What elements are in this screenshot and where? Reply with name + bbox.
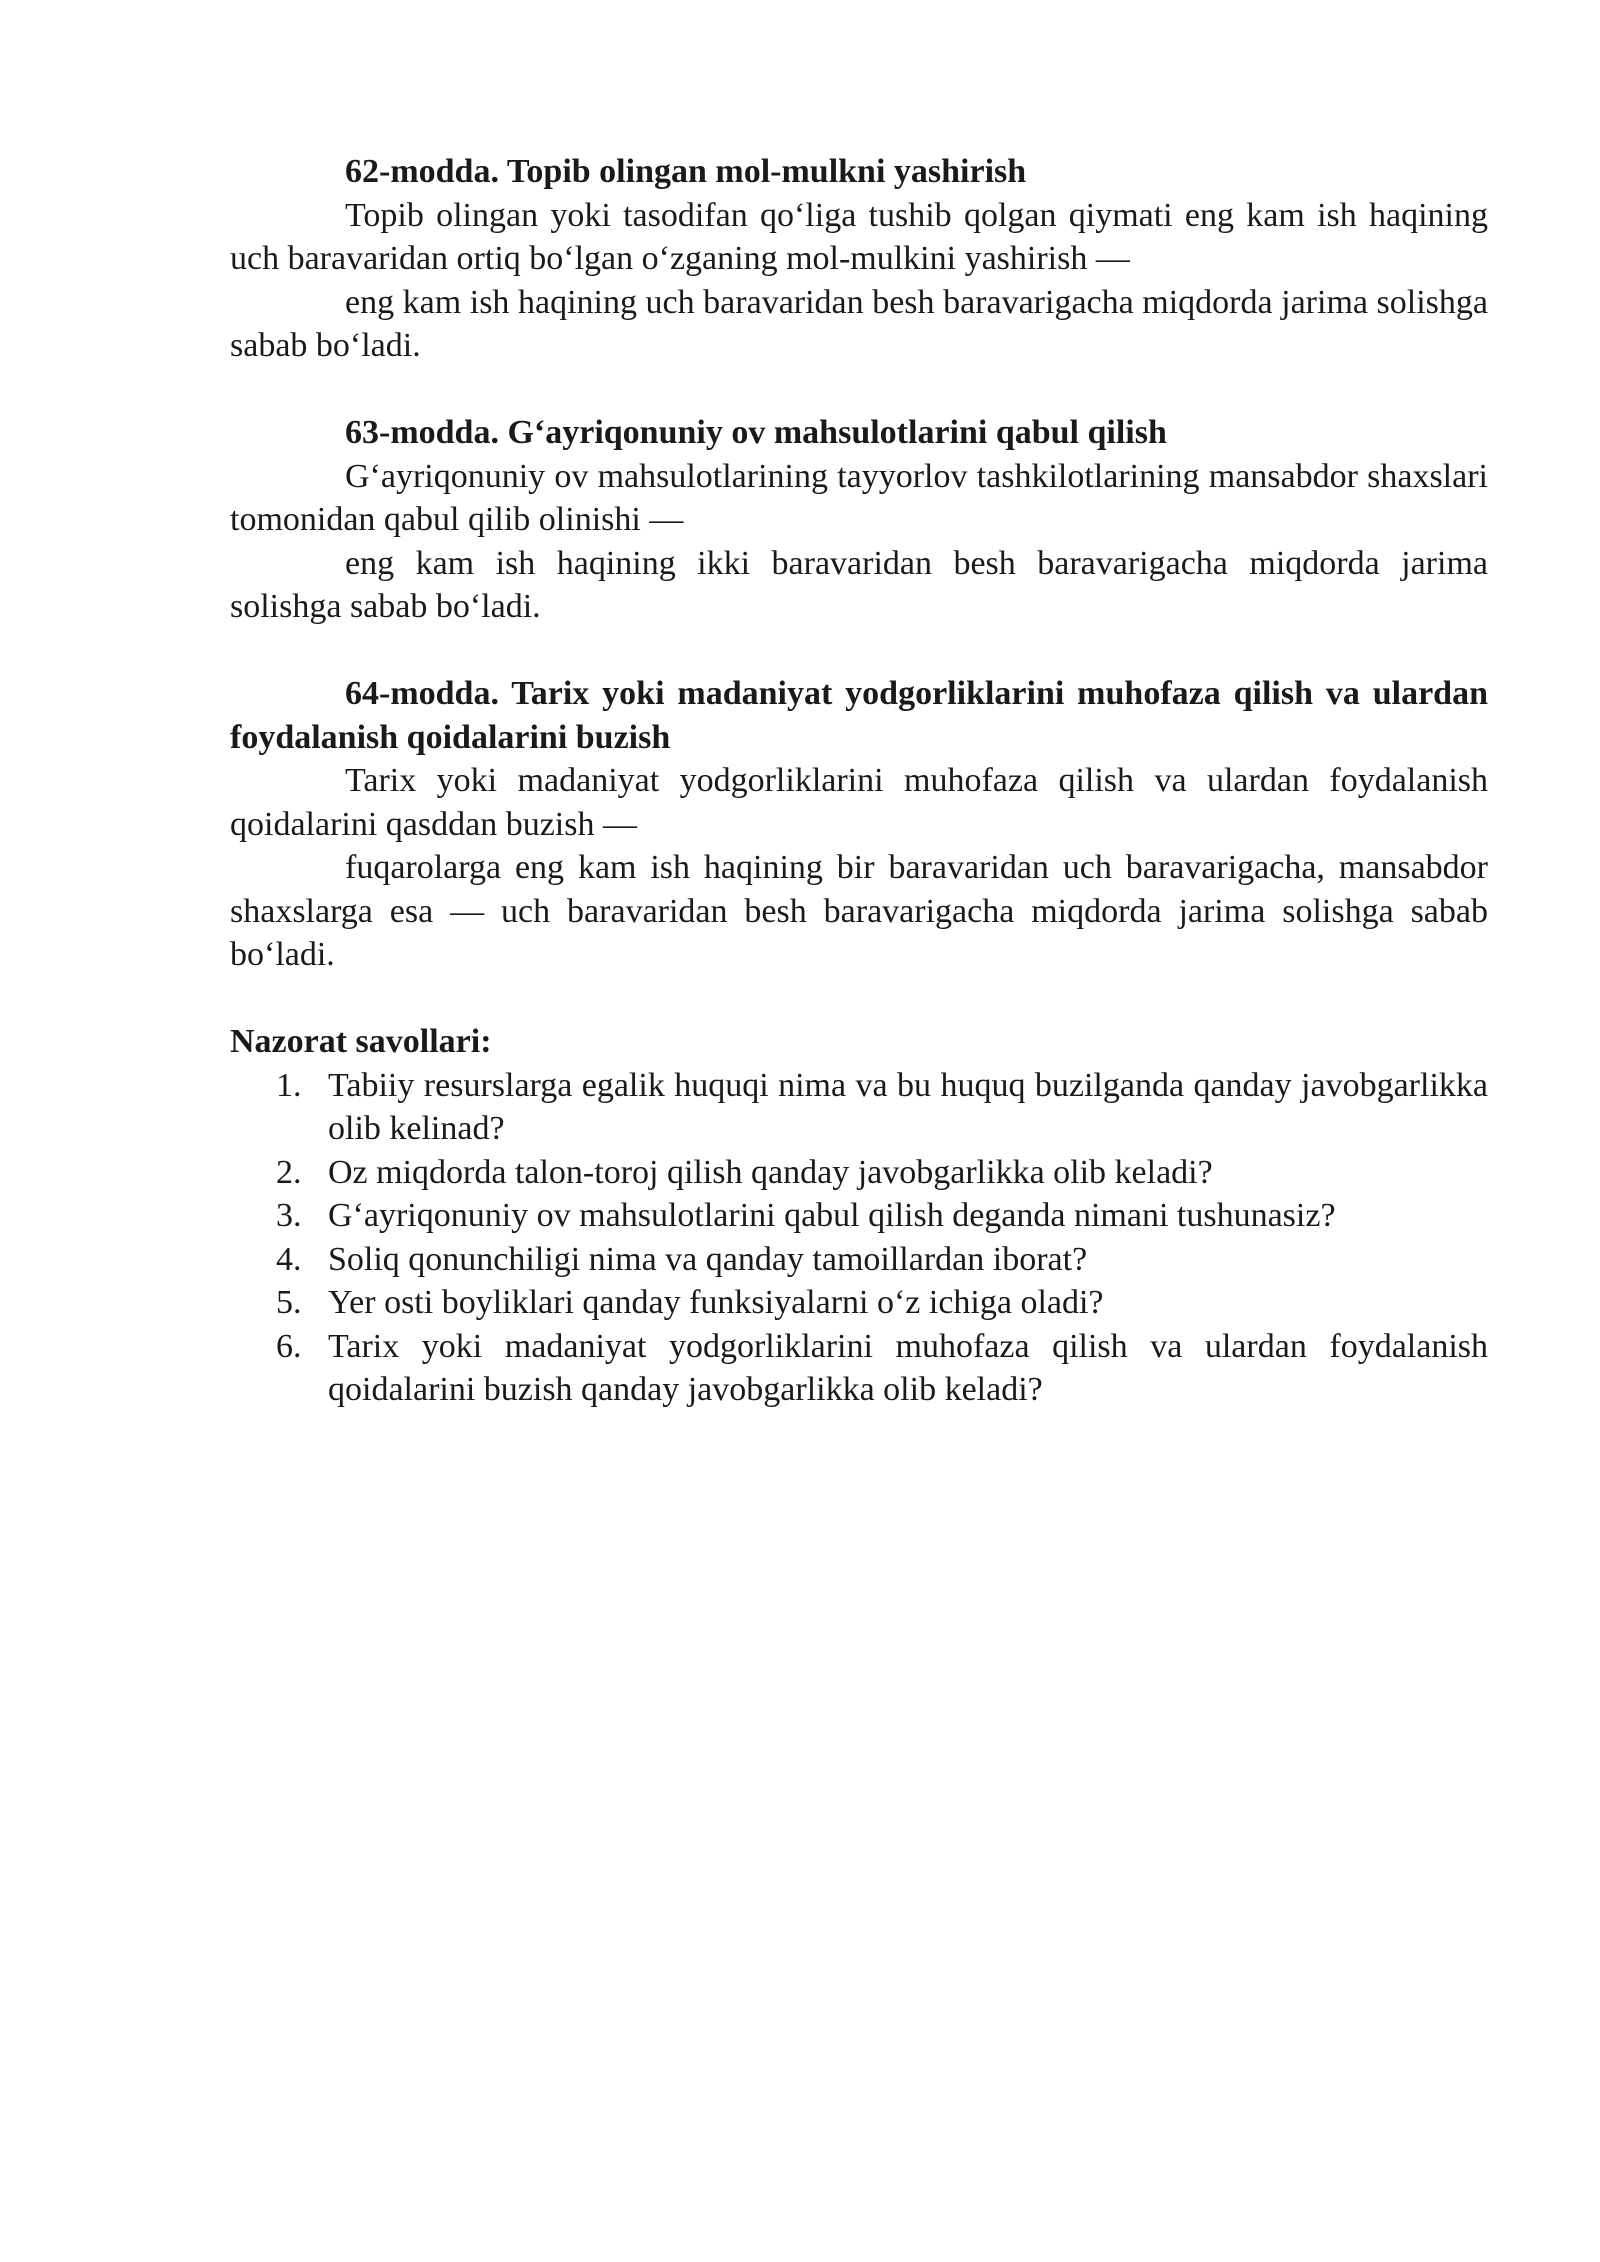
article-heading: 63-modda. G‘ayriqonuniy ov mahsulotlarini qabul qilish [345, 414, 1167, 451]
article-paragraph: Topib olingan yoki tasodifan qo‘liga tushib qolgan qiymati eng kam ish haqining uch baravaridan ortiq bo‘lgan o‘zganing mol-mulkini yashirish — [230, 196, 1488, 277]
questions-list [230, 1064, 1488, 1412]
control-questions [230, 1020, 1488, 1412]
question-number: 4. [276, 1240, 302, 1278]
question-text: Tabiiy resurslarga egalik huquqi nima va bu huquq buzilganda qanday javobgarlikka olib kelinad? [328, 1066, 1488, 1147]
question-item [230, 1151, 1488, 1195]
article-paragraph: G‘ayriqonuniy ov mahsulotlarining tayyorlov tashkilotlarining mansabdor shaxslari tomonidan qabul qilib olinishi — [230, 457, 1488, 538]
article-paragraph: Tarix yoki madaniyat yodgorliklarini muhofaza qilish va ulardan foydalanish qoidalarini qasddan buzish — [230, 762, 1488, 843]
question-item [230, 1281, 1488, 1325]
document-page [230, 150, 1488, 1412]
question-number: 3. [276, 1197, 302, 1234]
article-heading: 62-modda. Topib olingan mol-mulkni yashirish [345, 153, 1027, 190]
article-paragraph: fuqarolarga eng kam ish haqining bir baravaridan uch baravarigacha, mansabdor shaxslarga esa — uch baravaridan besh baravarigacha miqdorda jarima solishga sabab bo‘ladi. [230, 849, 1488, 973]
question-item [230, 1194, 1488, 1238]
question-number: 6. [276, 1327, 302, 1365]
questions-title: Nazorat savollari: [230, 1023, 492, 1060]
question-text: Oz miqdorda talon-toroj qilish qanday javobgarlikka olib keladi? [328, 1153, 1213, 1191]
question-text: Tarix yoki madaniyat yodgorliklarini muhofaza qilish va ulardan foydalanish qoidalarini buzish qanday javobgarlikka olib keladi? [328, 1327, 1488, 1408]
question-item [230, 1064, 1488, 1151]
question-number: 2. [276, 1153, 302, 1191]
question-number: 5. [276, 1284, 302, 1321]
article-paragraph: eng kam ish haqining ikki baravaridan besh baravarigacha miqdorda jarima solishga sabab bo‘ladi. [230, 544, 1488, 625]
question-text: Soliq qonunchiligi nima va qanday tamoillardan iborat? [328, 1240, 1088, 1278]
question-number: 1. [276, 1066, 302, 1104]
question-text: Yer osti boyliklari qanday funksiyalarni o‘z ichiga oladi? [328, 1284, 1104, 1321]
question-text: G‘ayriqonuniy ov mahsulotlarini qabul qilish deganda nimani tushunasiz? [328, 1197, 1336, 1234]
question-item [230, 1238, 1488, 1282]
article-paragraph: eng kam ish haqining uch baravaridan besh baravarigacha miqdorda jarima solishga sabab bo‘ladi. [230, 283, 1488, 364]
article-64 [230, 672, 1488, 977]
article-62 [230, 150, 1488, 368]
article-63 [230, 411, 1488, 629]
question-item [230, 1325, 1488, 1412]
article-heading: 64-modda. Tarix yoki madaniyat yodgorliklarini muhofaza qilish va ulardan foydalanish qoidalarini buzish [230, 675, 1488, 756]
